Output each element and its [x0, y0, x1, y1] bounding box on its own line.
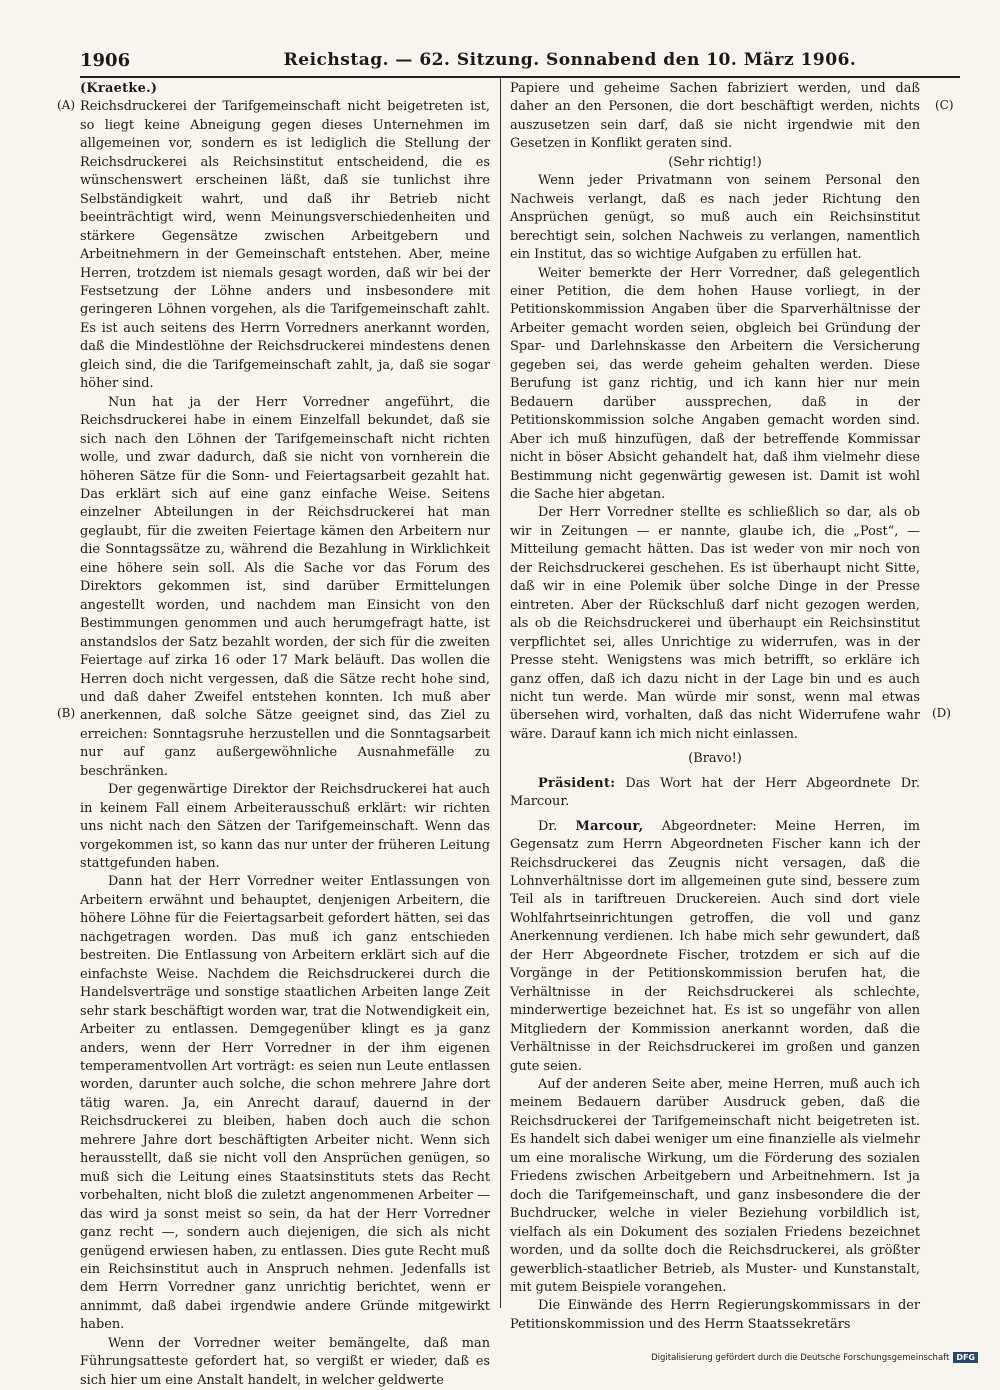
dfg-logo: DFG: [953, 1352, 978, 1363]
paragraph: Wenn jeder Privatmann von seinem Personal den Nachweis verlangt, daß es nach jeder Richtung den Ansprüchen genügt, so muß auch ein Reichsinstitut berechtigt sein, solchen Nachweis zu verlangen, namentlich ein Institut, das so wichtige Aufgaben zu erfüllen hat.: [510, 173, 920, 263]
speech-opening: [510, 818, 920, 1076]
president-label: Präsident:: [538, 775, 616, 791]
speaker-prefix: Dr.: [538, 818, 558, 834]
margin-mark-d: (D): [932, 706, 951, 720]
president-statement: [510, 775, 920, 812]
digitization-footer: [651, 1352, 978, 1363]
interjection: (Bravo!): [688, 751, 742, 767]
running-title: Reichstag. — 62. Sitzung. Sonnabend den 10. März 1906.: [283, 50, 857, 70]
funding-note: Digitalisierung gefördert durch die Deutsche Forschungsgemeinschaft: [651, 1352, 950, 1363]
header-rule: [80, 76, 960, 78]
margin-mark-a: (A): [57, 98, 76, 112]
paragraph: Der Herr Vorredner stellte es schließlich so dar, als ob wir in Zeitungen — er nannte, glaube ich, die „Post“, — Mitteilung gemacht hätten. Das ist weder von mir noch von der Reichsdruckerei geschehen. Es ist überhaupt nicht Sitte, daß wir in eine Polemik über solche Dinge in der Presse eintreten. Aber der Rückschluß darf nicht gezogen werden, als ob die Reichsdruckerei und überhaupt ein Reichsinstitut verpflichtet sei, alles Unrichtige zu widerrufen, was in der Presse steht. Wenigstens was mich betrifft, so erkläre ich ganz offen, daß ich dazu nicht in der Lage bin und es auch nicht tun werde. Man würde mir sonst, wenn mal etwas übersehen wird, vorhalten, daß das nicht Widerrufene wahr wäre. Darauf kann ich mich nicht einlassen.: [510, 505, 920, 742]
paragraph: Wenn der Vorredner weiter bemängelte, daß man Führungsatteste gefordert hat, so vergißt er wieder, daß es sich hier um eine Anstalt handelt, in welcher geldwerte: [80, 1335, 490, 1388]
page-header: [80, 50, 960, 74]
paragraph: Nun hat ja der Herr Vorredner angeführt, die Reichsdruckerei habe in einem Einzelfall bekundet, daß sie sich nach den Löhnen der Tarifgemeinschaft nicht richten wolle, und zwar dadurch, daß sie nicht von vornherein die höheren Sätze für die Sonn- und Feiertagsarbeit gezahlt hat. Das erklärt sich auf eine ganz einfache Weise. Seitens einzelner Abteilungen in der Reichsdruckerei hat man geglaubt, für die zweiten Feiertage kämen den Arbeitern nur die Sonntagssätze zu, während die Bezahlung in Wirklichkeit eine höhere sein soll. Als die Sache vor das Forum des Direktors gekommen ist, sind darüber Ermittelungen angestellt worden, und nachdem man Einsicht von den Bestimmungen genommen und auch herumgefragt hatte, ist anstandslos der Satz bezahlt worden, der sich für die zweiten Feiertage auf zirka 16 oder 17 Mark beläuft. Das wollen die Herren doch nicht vergessen, daß die Sätze recht hohe sind, und daß daher Zweifel entstehen konnten. Ich muß aber anerkennen, daß solche Sätze geeignet sind, das Ziel zu erreichen: Sonntagsruhe herzustellen und die Sonntagsarbeit nur auf ganz außergewöhnliche Ausnahmefälle zu beschränken.: [80, 394, 490, 779]
paragraph: Papiere und geheime Sachen fabriziert werden, und daß daher an den Personen, die dort beschäftigt werden, nichts auszusetzen sein darf, daß sie nicht irgendwie mit den Gesetzen in Konflikt geraten sind.: [510, 81, 920, 152]
speech-text: Abgeordneter: Meine Herren, im Gegensatz zum Herrn Abgeordneten Fischer kann ich der Reichsdruckerei das Zeugnis nicht versagen, daß die Lohnverhältnisse dort im allgemeinen gute sind, bessere zum Teil als in tariftreuen Druckereien. Auch sind dort viele Wohlfahrtseinrichtungen getroffen, die voll und ganz Anerkennung verdienen. Ich habe mich sehr gewundert, daß der Herr Abgeordnete Fischer, trotzdem er sich auf die Vorgänge in der Petitionskommission berufen hat, die Verhältnisse in der Reichsdruckerei als schlechte, minderwertige bezeichnet hat. Es ist so ungefähr von allen Mitgliedern der Kommission anerkannt worden, daß die Verhältnisse in der Reichsdruckerei im großen und ganzen gute seien.: [510, 818, 921, 1074]
speaker-name-marcour: Marcour,: [575, 818, 644, 834]
paragraph: Der gegenwärtige Direktor der Reichsdruckerei hat auch in keinem Fall einem Arbeiterausschuß erklärt: wir richten uns nicht nach den Sätzen der Tarifgemeinschaft. Wenn das vorgekommen ist, so kann das nur unter der früheren Leitung stattgefunden haben.: [80, 782, 490, 872]
margin-mark-c: (C): [935, 98, 954, 112]
president-text: Das Wort hat der Herr Abgeordnete Dr. Marcour.: [510, 775, 920, 810]
speaker-name-kraetke: (Kraetke.): [80, 81, 158, 96]
right-column: [510, 80, 920, 1334]
left-column: [80, 80, 490, 1390]
paragraph: Auf der anderen Seite aber, meine Herren, muß auch ich meinem Bedauern darüber Ausdruck geben, daß die Reichsdruckerei der Tarifgemeinschaft nicht beigetreten ist. Es handelt sich dabei weniger um eine finanzielle als vielmehr um eine moralische Wirkung, um die Förderung des sozialen Friedens zwischen Arbeitgebern und Arbeitnehmern. Ist ja doch die Tarifgemeinschaft, und ganz insbesondere die der Buchdrucker, welche in vieler Beziehung vorbildlich ist, vielfach als ein Dokument des sozialen Friedens bezeichnet worden, und da sollte doch die Reichsdruckerei, als größter gewerblich-staatlicher Betrieb, als Muster- und Kunstanstalt, mit gutem Beispiele vorangehen.: [510, 1077, 920, 1295]
paragraph: Weiter bemerkte der Herr Vorredner, daß gelegentlich einer Petition, die dem hohen Hause vorliegt, in der Petitionskommission Angaben über die Sparverhältnisse der Arbeiter gemacht worden seien, obgleich bei Gründung der Spar- und Darlehnskasse den Arbeitern die Versicherung gegeben sei, das werde geheim gehalten werden. Diese Berufung ist ganz richtig, und ich kann hier nur mein Bedauern darüber aussprechen, daß in der Petitionskommission solche Angaben gemacht worden sind. Aber ich muß hinzufügen, daß der betreffende Kommissar nicht in böser Absicht gehandelt hat, daß ihm vielmehr diese Bestimmung nicht gegenwärtig gewesen ist. Damit ist wohl die Sache hier abgetan.: [510, 265, 920, 502]
margin-mark-b: (B): [57, 706, 76, 720]
column-divider: [500, 78, 501, 1308]
paragraph: Die Einwände des Herrn Regierungskommissars in der Petitionskommission und des Herrn Staatssekretärs: [510, 1298, 920, 1332]
page-number: 1906: [80, 50, 131, 71]
interjection: (Sehr richtig!): [668, 154, 762, 170]
paragraph: Dann hat der Herr Vorredner weiter Entlassungen von Arbeitern erwähnt und behauptet, denjenigen Arbeitern, die höhere Löhne für die Feiertagsarbeit gefordert hätten, sei das nachgetragen worden. Das muß ich ganz entschieden bestreiten. Die Entlassung von Arbeitern erklärt sich auf die einfachste Weise. Nachdem die Reichsdruckerei durch die Handelsverträge und sonstige staatlichen Arbeiten lange Zeit sehr stark beschäftigt worden war, trat die Notwendigkeit ein, Arbeiter zu entlassen. Demgegenüber klingt es ja ganz anders, wenn der Herr Vorredner in der ihm eigenen temperamentvollen Art vorträgt: es seien nun Leute entlassen worden, darunter auch solche, die schon mehrere Jahre dort tätig waren. Ja, ein Anrecht darauf, dauernd in der Reichsdruckerei zu bleiben, haben doch auch die schon mehrere Jahre dort beschäftigten Arbeiter nicht. Wenn sich herausstellt, daß sie nicht voll den Ansprüchen genügen, so muß sich die Leitung eines Staatsinstituts stets das Recht vorbehalten, nicht bloß die zuletzt angenommenen Arbeiter — das wird ja sonst meist so sein, da hat der Herr Vorredner ganz recht —, sondern auch diejenigen, die sich als nicht genügend erwiesen haben, zu entlassen. Dies gute Recht muß ein Reichsinstitut auch in Anspruch nehmen. Jedenfalls ist dem Herrn Vorredner ganz unrichtig berichtet, wenn er annimmt, daß dabei irgendwie andere Gründe mitgewirkt haben.: [80, 874, 490, 1333]
paragraph: Reichsdruckerei der Tarifgemeinschaft nicht beigetreten ist, so liegt keine Abneigung gegen dieses Unternehmen im allgemeinen vor, sondern es ist lediglich die Stellung der Reichsdruckerei als Reichsinstitut entscheidend, die es wünschenswert erscheinen läßt, daß sie tunlichst ihre Selbständigkeit wahrt, und daß ihr Betrieb nicht beeinträchtigt wird, wenn Meinungsverschiedenheiten und stärkere Gegensätze zwischen Arbeitgebern und Arbeitnehmern in der Gemeinschaft entstehen. Aber, meine Herren, trotzdem ist niemals gesagt worden, daß wir bei der Festsetzung der Löhne anders und insbesondere mit geringeren Löhnen vorgehen, als die Tarifgemeinschaft zahlt. Es ist auch seitens des Herrn Vorredners anerkannt worden, daß die Mindestlöhne der Reichsdruckerei mindestens denen gleich sind, die die Tarifgemeinschaft zahlt, ja, daß sie sogar höher sind.: [80, 99, 490, 392]
speaker-tag: [80, 80, 490, 98]
